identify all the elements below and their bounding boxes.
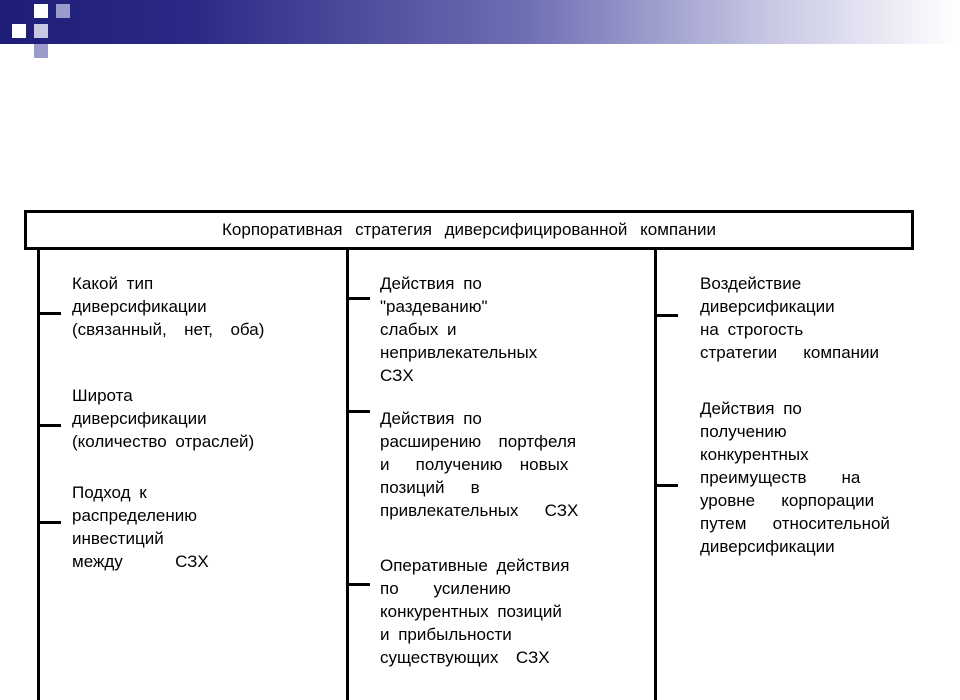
column-2-line (346, 250, 349, 700)
col2-item-portfolio-expansion: Действия по расширению портфеля и получению новых позиций в привлекательных СЗХ (380, 409, 579, 520)
connector-tick (348, 297, 370, 300)
col1-item-diversification-breadth: Широта диверсификации (количество отраслей) (72, 386, 255, 451)
connector-tick (656, 484, 678, 487)
square-light (56, 4, 70, 18)
col2-item-operational-actions: Оперативные действия по усилению конкурентных позиций и прибыльности существующих СЗХ (380, 556, 570, 667)
diagram-title-box (24, 210, 914, 250)
col2-item-divestment-actions: Действия по "раздеванию" слабых и непривлекательных СЗХ (380, 274, 538, 385)
col3-item-competitive-advantage: Действия по получению конкурентных преимуществ на уровне корпорации путем относительной диверсификации (700, 399, 890, 556)
connector-tick (656, 314, 678, 317)
connector-tick (39, 424, 61, 427)
decorative-squares (0, 0, 80, 60)
square-pale (34, 24, 48, 38)
connector-tick (348, 410, 370, 413)
header-gradient-bar (0, 0, 960, 44)
square-white (34, 4, 48, 18)
connector-tick (348, 583, 370, 586)
column-3-line (654, 250, 657, 700)
col1-item-diversification-type: Какой тип диверсификации (связанный, нет, оба) (72, 274, 265, 339)
square-light (34, 44, 48, 58)
connector-tick (39, 521, 61, 524)
square-dark (12, 4, 26, 18)
diagram-title: Корпоративная стратегия диверсифицированной компании (222, 220, 716, 239)
connector-tick (39, 312, 61, 315)
square-white (12, 24, 26, 38)
col3-item-diversification-impact: Воздействие диверсификации на строгость стратегии компании (700, 274, 880, 362)
col1-item-investment-approach: Подход к распределению инвестиций между СЗХ (72, 483, 209, 571)
column-1-line (37, 250, 40, 700)
